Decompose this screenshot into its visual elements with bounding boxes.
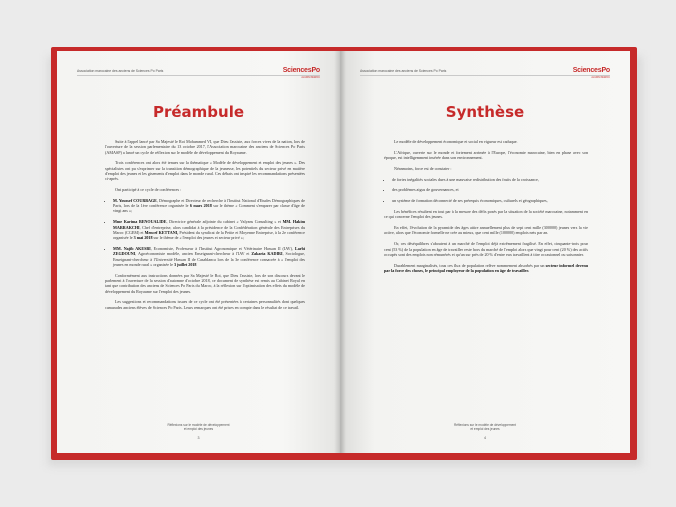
conference-date: 3 juillet 2018 bbox=[173, 261, 197, 267]
speaker-desc: Président du syndicat de la Petite et Moyenne Entreprise, à la 2e conférence organisée le bbox=[113, 229, 305, 241]
page-footer bbox=[340, 423, 630, 431]
paragraph: Suite à l'appel lancé par Sa Majesté le Roi Mohammed VI, que Dieu l'assiste, aux forces vives de la nation, lors de l'ouverture de la session parlementaire du 13 octobre 2017, l'Association marocaine des anciens de Sciences Po Paris (AMASP) a lancé un cycle de réflexion sur le modèle de développement du Royaume. bbox=[105, 139, 305, 155]
paragraph bbox=[384, 263, 588, 274]
speaker-desc: , Directrice générale adjointe du cabinet « Valyans Consulting » et bbox=[166, 219, 283, 225]
conference-theme: sur le thème « Comment s'emparer par classe d'âge de vingt ans »; bbox=[113, 203, 305, 214]
page-title: Synthèse bbox=[445, 103, 525, 121]
paragraph: Trois conférences ont alors été tenues sur la thématique « Modèle de développement et emploi des jeunes ». Des spécialistes ont pu s'exprimer sur la transition démographique de la jeunesse, les potentiels du secteur privé en matière d'emploi des jeunes et les gisements d'emploi dans le monde rural. Ces débats ont inspiré les recommandations présentées ci-après. bbox=[105, 160, 305, 182]
left-page bbox=[57, 51, 340, 453]
header-association: Association marocaine des anciens de Sciences Po Paris bbox=[360, 69, 447, 73]
header-association: Association marocaine des anciens de Sciences Po Paris bbox=[77, 69, 164, 73]
paragraph-text: Durablement marginalisés, tous ces flux de population relève nommement absorbés par un bbox=[394, 262, 546, 268]
speaker-desc: , Economiste, Professeur à l'Institut Agronomique et Vétérinaire Hassan II (IAV), bbox=[150, 245, 295, 251]
speaker-desc: , Démographe et Directeur de recherche à l'Institut National d'Etudes Démographiques de Paris, lors de la 1ère conférence organisée le bbox=[113, 197, 305, 209]
page-title: Préambule bbox=[152, 103, 245, 121]
list-item bbox=[113, 246, 305, 267]
sciencespo-logo: SciencesPo bbox=[572, 67, 610, 74]
sciencespo-logo: SciencesPo bbox=[282, 67, 320, 74]
speaker-list bbox=[105, 198, 305, 267]
paragraph: Ont participé à ce cycle de conférences : bbox=[115, 187, 182, 193]
logo-subtitle: ALUMNI MAROC bbox=[301, 76, 320, 79]
speaker-name: Larbi ZEGDOUNI bbox=[113, 245, 305, 257]
page-body bbox=[384, 139, 588, 279]
page-header bbox=[77, 65, 320, 79]
conference-date: 6 mars 2018 bbox=[189, 203, 212, 209]
book-spine-shadow bbox=[334, 51, 346, 453]
paragraph: Les suggestions et recommandations issues de ce cycle ont été présentées à certaines personnalités dont quelques camarades anciens élèves de Sciences Po Paris. Leurs remarques ont été prises en compte dans le résultat de ce travail. bbox=[105, 299, 305, 310]
paragraph: L'Afrique, ouverte sur le monde et fortement arrimée à l'Europe, l'économie marocaine, bien en phase avec son époque, est intelligemment insérée dans son environnement. bbox=[384, 149, 588, 161]
speaker-name: Zakaria KADIRI bbox=[251, 251, 283, 257]
paragraph-emphasis: secteur informel devenu par la force des choses, le principal employeur de la population en âge de travailler. bbox=[384, 262, 588, 273]
paragraph: En effet, l'évolution de la pyramide des âges attire annuellement plus de sept cent mille (300000) jeunes vers la vie active, alors que l'économie formelle ne crée au mieux, que cent mille (100000) emplois nets par an. bbox=[384, 225, 588, 236]
list-item bbox=[113, 219, 305, 240]
page-number: 4 bbox=[484, 436, 486, 440]
footer-line: et emploi des jeunes bbox=[183, 427, 214, 431]
list-item bbox=[113, 198, 305, 214]
speaker-name: MM. Najib AKESBI bbox=[113, 245, 151, 251]
page-body bbox=[105, 139, 305, 315]
conference-theme: sur le thème de « l'emploi des jeunes et secteur privé »; bbox=[152, 235, 244, 241]
page-header bbox=[360, 65, 610, 79]
page-footer bbox=[57, 423, 340, 431]
list-item: • un système de formation déconnecté de ses prérequis économiques, culturels et géographiques, bbox=[392, 198, 588, 203]
paragraph: Néanmoins, force est de constater : bbox=[394, 165, 452, 171]
speaker-desc: , Agroéconomiste modèle, ancien Enseignant-chercheur à l'IAV et bbox=[135, 251, 252, 257]
list-item: • des problèmes aigus de gouvernances, et bbox=[392, 187, 588, 192]
speaker-name: Mencef KETTANI, bbox=[144, 229, 179, 235]
conference-date: 3 mai 2018 bbox=[133, 235, 153, 241]
paragraph: Or, ces déséquilibres s'aboutent à un marché de l'emploi déjà extrêmement fragilisé. En effet, cinquante-trois pour cent (53 %) de la population en âge de travailler reste hors du marché de l'emploi alors que vingt pour cent (20 %) des actifs occupés sont des emplois non rémunérés et qu'un sur près de 20 % d'entre eux travaillent à titre occasionnel ou saisonnier. bbox=[384, 241, 588, 257]
speaker-name: M. Youssef COURBAGE bbox=[113, 197, 157, 203]
footer-line: Réflexions sur le modèle de développement bbox=[167, 423, 230, 427]
findings-list bbox=[384, 177, 588, 204]
speaker-name: MM. Hakim MARRAKCHI bbox=[113, 219, 305, 230]
footer-line: et emploi des jeunes bbox=[470, 427, 500, 431]
logo-subtitle: ALUMNI MAROC bbox=[591, 76, 610, 79]
page-number: 3 bbox=[197, 436, 200, 440]
paragraph: Le modèle de développement économique et social en vigueur est caduque. bbox=[394, 139, 518, 144]
paragraph: Les bénéfices résultent en tout par à la mesure des défis posés par la situation de la société marocaine, notamment en ce qui concerne l'emploi des jeunes. bbox=[384, 209, 588, 220]
paragraph: Conformément aux instructions données par Sa Majesté le Roi, que Dieu l'assiste, lors de son discours devant le parlement à l'ouverture de la session d'automne d'octobre 2018, ce document de synthèse est remis au Cabinet Royal en tant que contribution des anciens de Sciences Po Paris du Maroc, à la réflexion sur l'optimisation des effets du modèle de développement du Royaume sur l'emploi des jeunes. bbox=[105, 272, 305, 294]
list-item: • de fortes inégalités sociales dues à une mauvaise redistribution des fruits de la croissance, bbox=[392, 177, 588, 182]
speaker-desc: , Chef d'entreprise, alors candidat à la présidence de la Confédération générale des Entreprises du Maroc (CGEM) et bbox=[113, 224, 305, 235]
right-page bbox=[340, 51, 630, 453]
footer-line: Réflexions sur le modèle de développement bbox=[453, 423, 517, 427]
speaker-desc: , Sociologue, Enseignant-chercheur à l'Université Hassan II de Casablanca lors de la 3e conférence consacrée à « l'emploi des jeunes en monde rural » organisée le bbox=[113, 251, 306, 267]
speaker-name: Mme Karima BENOUALIDE bbox=[113, 219, 167, 225]
